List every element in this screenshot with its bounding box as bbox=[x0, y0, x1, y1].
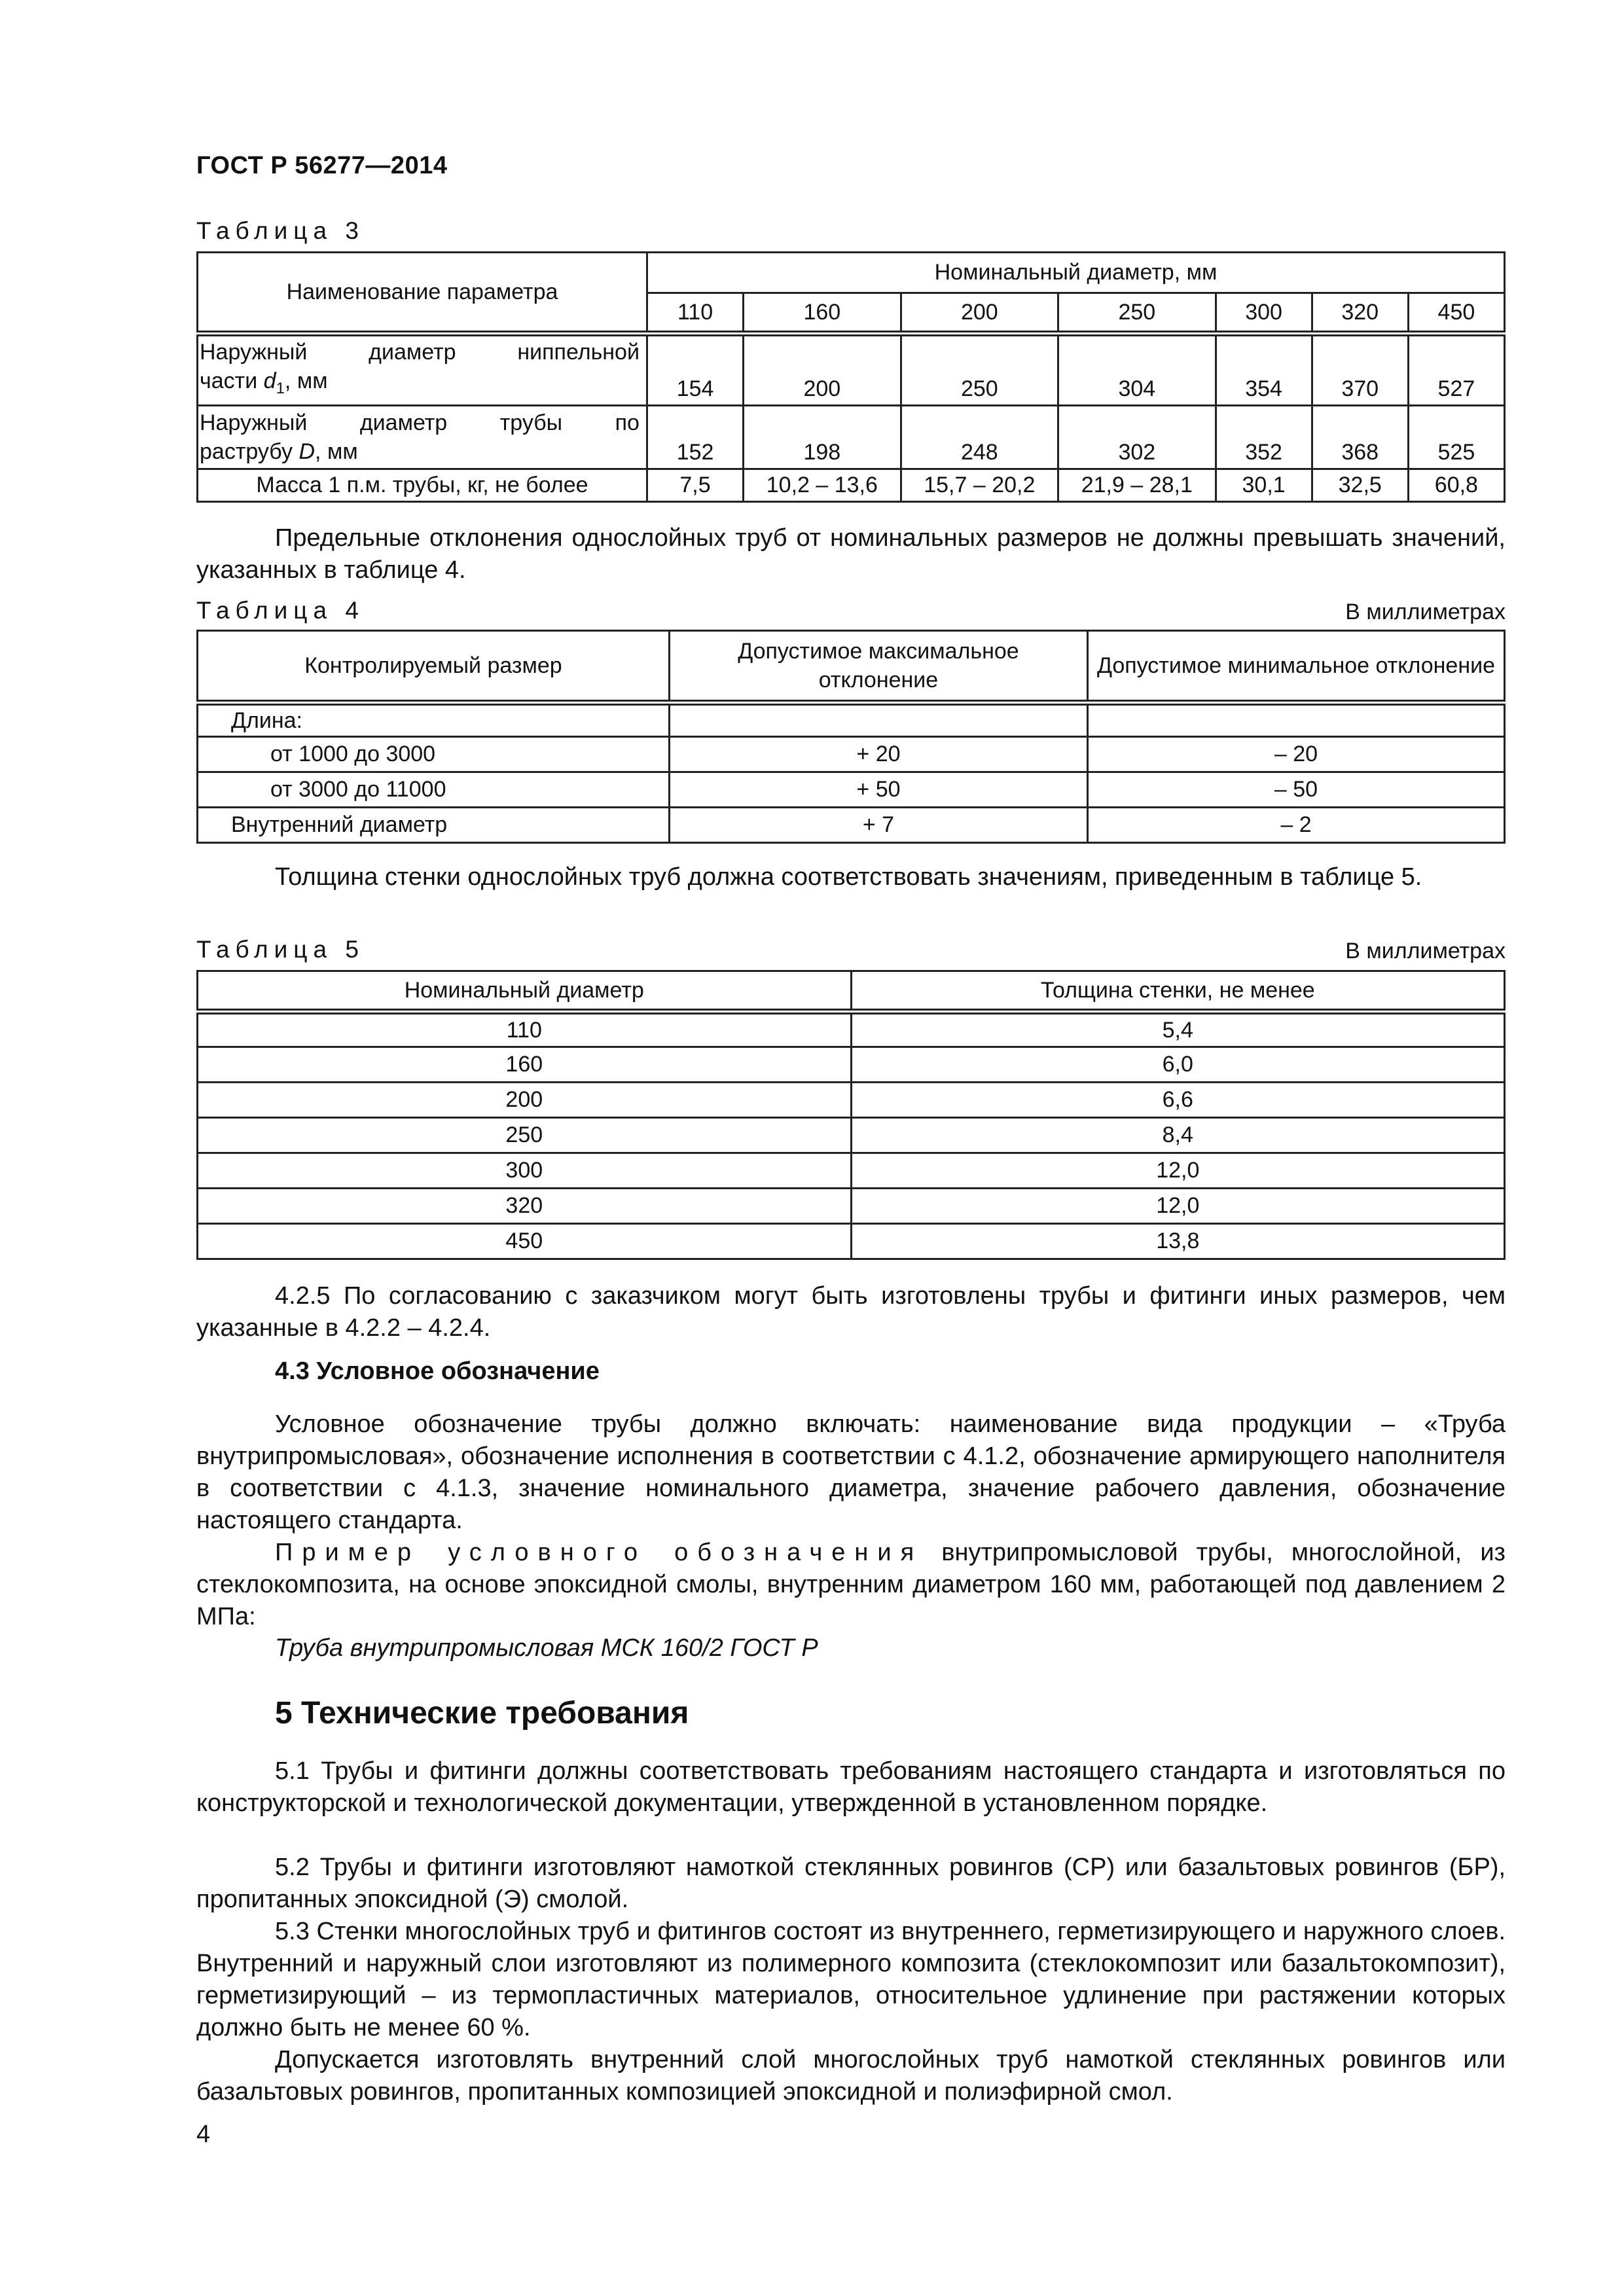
table5-cell: 450 bbox=[198, 1224, 852, 1259]
table3-caption: Таблица 3 bbox=[196, 217, 365, 244]
table4-cell: – 2 bbox=[1087, 808, 1504, 843]
table3-cell: 368 bbox=[1312, 406, 1408, 469]
table4-cell: – 20 bbox=[1087, 737, 1504, 772]
table5-header: Толщина стенки, не менее bbox=[851, 971, 1504, 1012]
table3 bbox=[196, 251, 1506, 503]
table5-cell: 160 bbox=[198, 1047, 852, 1083]
table5-cell: 12,0 bbox=[851, 1153, 1504, 1189]
example-paragraph bbox=[196, 1537, 1506, 1633]
table-row bbox=[198, 469, 1505, 502]
paragraph: 4.2.5 По согласованию с заказчиком могут быть изготовлены трубы и фитинги иных размеров, чем указанные в 4.2.2 – 4.2.4. bbox=[196, 1282, 1506, 1342]
paragraph: Толщина стенки однослойных труб должна соответствовать значениям, приведенным в таблице 5. bbox=[275, 863, 1422, 891]
table4-header: Допустимое максимальное отклонение bbox=[669, 631, 1087, 703]
table5-cell: 320 bbox=[198, 1189, 852, 1224]
paragraph: Условное обозначение трубы должно включать: наименование вида продукции – «Труба внутрипромысловая», обозначение исполнения в соответствии с 4.1.2, обозначение армирующего наполнителя в соответствии с 4.1.3, значение номинального диаметра, значение рабочего давления, обозначение настоящего стандарта. bbox=[196, 1410, 1506, 1534]
table5 bbox=[196, 970, 1506, 1260]
table3-cell: 21,9 – 28,1 bbox=[1058, 469, 1216, 502]
paragraph: 5.1 Трубы и фитинги должны соответствовать требованиям настоящего стандарта и изготовляться по конструкторской и технологической документации, утвержденной в установленном порядке. bbox=[196, 1757, 1506, 1817]
table3-cell: 32,5 bbox=[1312, 469, 1408, 502]
table3-row-name: Масса 1 п.м. трубы, кг, не более bbox=[198, 469, 647, 502]
table3-cell: 304 bbox=[1058, 334, 1216, 406]
table5-cell: 300 bbox=[198, 1153, 852, 1189]
table3-param-header: Наименование параметра bbox=[198, 253, 647, 334]
paragraph: 5.3 Стенки многослойных труб и фитингов состоят из внутреннего, герметизирующего и наружного слоев. Внутренний и наружный слои изготовляют из полимерного композита (стеклокомпозит или базальтокомпозит), герметизирующий – из термопластичных материалов, относительное удлинение при растяжении которых должно быть не менее 60 %. bbox=[196, 1918, 1506, 2041]
table3-diam: 320 bbox=[1312, 293, 1408, 334]
table5-cell: 5,4 bbox=[851, 1012, 1504, 1047]
table4-caption: Таблица 4 bbox=[196, 597, 365, 624]
table5-cell: 6,0 bbox=[851, 1047, 1504, 1083]
table4-cell: + 50 bbox=[669, 772, 1087, 808]
table4-header: Контролируемый размер bbox=[198, 631, 670, 703]
table3-diam: 250 bbox=[1058, 293, 1216, 334]
table4-cell: от 3000 до 11000 bbox=[198, 772, 670, 808]
table3-cell: 15,7 – 20,2 bbox=[901, 469, 1058, 502]
table-row bbox=[198, 1189, 1505, 1224]
example-label: Пример условного обозначения bbox=[275, 1539, 924, 1566]
table-row bbox=[198, 808, 1505, 843]
table4-cell: – 50 bbox=[1087, 772, 1504, 808]
table5-cell: 250 bbox=[198, 1118, 852, 1153]
table3-diam-header: Номинальный диаметр, мм bbox=[647, 253, 1504, 293]
table3-cell: 248 bbox=[901, 406, 1058, 469]
table5-cell: 6,6 bbox=[851, 1083, 1504, 1118]
table3-cell: 200 bbox=[744, 334, 901, 406]
table3-cell: 352 bbox=[1216, 406, 1312, 469]
table4-unit: В миллиметрах bbox=[1345, 600, 1506, 624]
page-number: 4 bbox=[196, 2121, 211, 2148]
table4-cell: от 1000 до 3000 bbox=[198, 737, 670, 772]
table3-cell: 525 bbox=[1408, 406, 1504, 469]
table3-cell: 152 bbox=[647, 406, 743, 469]
table3-row-name: Наружный диаметр трубы по раструбу D, мм bbox=[198, 406, 647, 469]
table3-cell: 527 bbox=[1408, 334, 1504, 406]
table3-diam: 110 bbox=[647, 293, 743, 334]
table5-cell: 12,0 bbox=[851, 1189, 1504, 1224]
table-row bbox=[198, 772, 1505, 808]
table-row bbox=[198, 1047, 1505, 1083]
table5-unit: В миллиметрах bbox=[1345, 939, 1506, 963]
table-row bbox=[198, 1083, 1505, 1118]
table3-diam: 300 bbox=[1216, 293, 1312, 334]
table4-cell bbox=[1087, 703, 1504, 737]
table5-cell: 8,4 bbox=[851, 1118, 1504, 1153]
section-heading: 5 Технические требования bbox=[275, 1696, 689, 1731]
table3-diam: 160 bbox=[744, 293, 901, 334]
table4-header: Допустимое минимальное отклонение bbox=[1087, 631, 1504, 703]
section-heading: 4.3 Условное обозначение bbox=[275, 1357, 600, 1385]
table-row bbox=[198, 737, 1505, 772]
table4-cell bbox=[669, 703, 1087, 737]
table3-diam: 200 bbox=[901, 293, 1058, 334]
paragraph: 5.2 Трубы и фитинги изготовляют намоткой стеклянных ровингов (СР) или базальтовых ровингов (БР), пропитанных эпоксидной (Э) смолой. bbox=[196, 1854, 1506, 1913]
table4-cell: + 20 bbox=[669, 737, 1087, 772]
table5-header: Номинальный диаметр bbox=[198, 971, 852, 1012]
table4 bbox=[196, 630, 1506, 844]
table3-cell: 250 bbox=[901, 334, 1058, 406]
paragraph: Предельные отклонения однослойных труб от номинальных размеров не должны превышать значений, указанных в таблице 4. bbox=[196, 524, 1506, 584]
table-row bbox=[198, 1118, 1505, 1153]
table-row bbox=[198, 1153, 1505, 1189]
table-row bbox=[198, 406, 1505, 469]
table-row bbox=[198, 703, 1505, 737]
table-row bbox=[198, 1012, 1505, 1047]
table5-cell: 200 bbox=[198, 1083, 852, 1118]
table3-diam: 450 bbox=[1408, 293, 1504, 334]
table4-cell: Внутренний диаметр bbox=[198, 808, 670, 843]
paragraph: Допускается изготовлять внутренний слой многослойных труб намоткой стеклянных ровингов или базальтовых ровингов, пропитанных композицией эпоксидной и полиэфирной смол. bbox=[196, 2046, 1506, 2106]
table3-cell: 370 bbox=[1312, 334, 1408, 406]
example-text: внутрипромысловой трубы, многослойной, из стеклокомпозита, на основе эпоксидной смолы, внутренним диаметром 160 мм, работающей под давлением 2 МПа: bbox=[196, 1539, 1506, 1630]
table3-cell: 7,5 bbox=[647, 469, 743, 502]
table4-cell: Длина: bbox=[198, 703, 670, 737]
table-row bbox=[198, 334, 1505, 406]
document-header: ГОСТ Р 56277—2014 bbox=[196, 152, 448, 179]
table5-cell: 13,8 bbox=[851, 1224, 1504, 1259]
table3-cell: 154 bbox=[647, 334, 743, 406]
example-designation: Труба внутрипромысловая МСК 160/2 ГОСТ Р bbox=[275, 1634, 818, 1662]
table-row bbox=[198, 1224, 1505, 1259]
table3-row-name: Наружный диаметр ниппельной части $d_1$, мм bbox=[198, 334, 647, 406]
table4-cell: + 7 bbox=[669, 808, 1087, 843]
table3-cell: 354 bbox=[1216, 334, 1312, 406]
table5-cell: 110 bbox=[198, 1012, 852, 1047]
table3-cell: 10,2 – 13,6 bbox=[744, 469, 901, 502]
table5-caption: Таблица 5 bbox=[196, 936, 365, 963]
table3-cell: 30,1 bbox=[1216, 469, 1312, 502]
table3-cell: 60,8 bbox=[1408, 469, 1504, 502]
table3-cell: 302 bbox=[1058, 406, 1216, 469]
table3-cell: 198 bbox=[744, 406, 901, 469]
